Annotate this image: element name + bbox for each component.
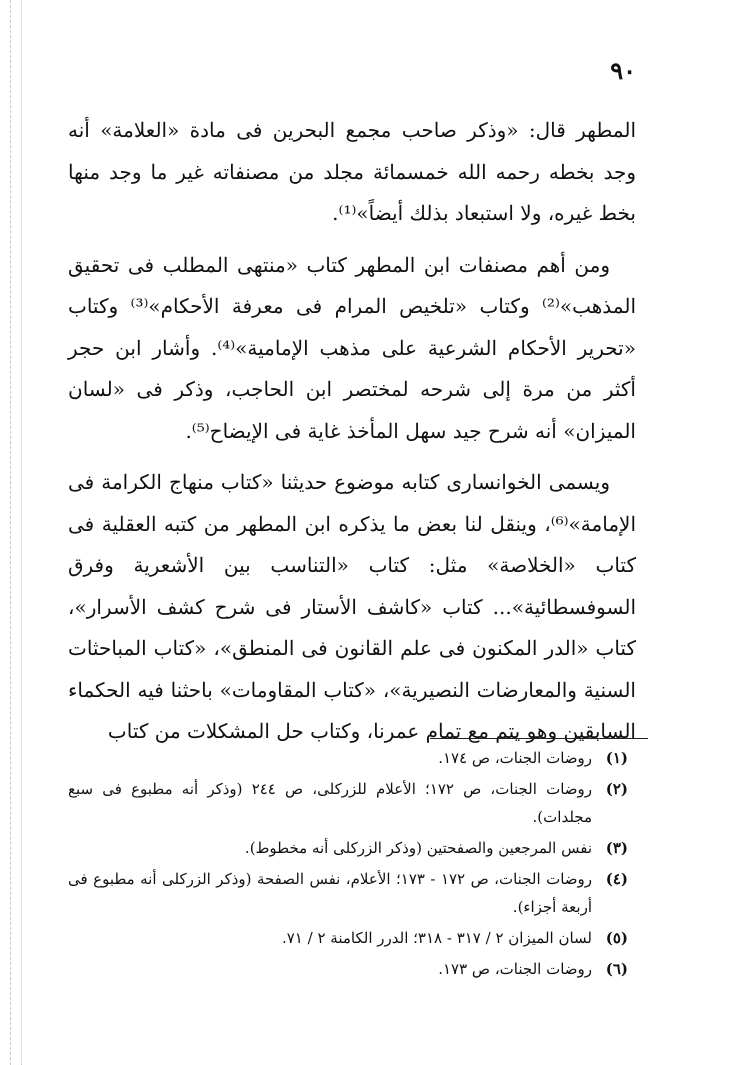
footnote-number: (٤) — [605, 870, 628, 888]
paragraph: المطهر قال: «وذكر صاحب مجمع البحرين فى مادة «العلامة» أنه وجد بخطه رحمه الله خمسمائة مجلد من مصنفاته غير ما وجد منها بخط غيره، ولا استبعاد بذلك أيضاً»⁽¹⁾. — [68, 118, 637, 225]
footnote-number: (٣) — [605, 839, 628, 857]
footnote — [68, 744, 628, 772]
scan-edge-line — [21, 0, 22, 1065]
footnote-number: (٦) — [605, 960, 628, 978]
footnote-number: (٥) — [605, 929, 628, 947]
footnote — [68, 955, 628, 983]
footnote — [68, 865, 628, 921]
footnote-separator — [430, 738, 648, 739]
main-text — [68, 110, 636, 753]
paragraph: ومن أهم مصنفات ابن المطهر كتاب «منتهى المطلب فى تحقيق المذهب»⁽²⁾ وكتاب «تلخيص المرام فى معرفة الأحكام»⁽³⁾ وكتاب «تحرير الأحكام الشرعية على مذهب الإمامية»⁽⁴⁾. وأشار ابن حجر أكثر من مرة إلى شرحه لمختصر ابن الحاجب، وذكر فى «لسان الميزان» أنه شرح جيد سهل المأخذ غاية فى الإيضاح⁽⁵⁾. — [68, 252, 636, 443]
page-number: ٩٠ — [610, 56, 636, 85]
footnote-text: روضات الجنات، ص ١٧٣. — [438, 960, 592, 978]
scan-edge-line — [10, 0, 11, 1065]
footnote-number: (٢) — [605, 780, 628, 798]
footnote-text: نفس المرجعين والصفحتين (وذكر الزركلى أنه مخطوط). — [244, 839, 592, 857]
footnote-text: روضات الجنات، ص ١٧٢؛ الأعلام للزركلى، ص ٢٤٤ (وذكر أنه مطبوع فى سبع مجلدات). — [68, 780, 592, 826]
footnote — [68, 775, 628, 831]
footnote — [68, 924, 628, 952]
footnote-number: (١) — [605, 749, 628, 767]
footnotes — [68, 744, 628, 986]
footnote-text: روضات الجنات، ص ١٧٤. — [438, 749, 592, 767]
paragraph: ويسمى الخوانسارى كتابه موضوع حديثنا «كتاب منهاج الكرامة فى الإمامة»⁽⁶⁾، وينقل لنا بعض ما يذكره ابن المطهر من كتبه العقلية فى كتاب «الخلاصة» مثل: كتاب «التناسب بين الأشعرية وفرق السوفسطائية»... كتاب «كاشف الأستار فى شرح كشف الأسرار»، كتاب «الدر المكنون فى علم القانون فى المنطق»، «كتاب المباحثات السنية والمعارضات النصيرية»، «كتاب المقاومات» باحثنا فيه الحكماء السابقين وهو يتم مع تمام عمرنا، وكتاب حل المشكلات من كتاب — [68, 470, 636, 743]
footnote — [68, 834, 628, 862]
footnote-text: لسان الميزان ٢ / ٣١٧ - ٣١٨؛ الدرر الكامنة ٢ / ٧١. — [281, 929, 592, 947]
footnote-text: روضات الجنات، ص ١٧٢ - ١٧٣؛ الأعلام، نفس الصفحة (وذكر الزركلى أنه مطبوع فى أربعة أجزاء). — [68, 870, 592, 916]
